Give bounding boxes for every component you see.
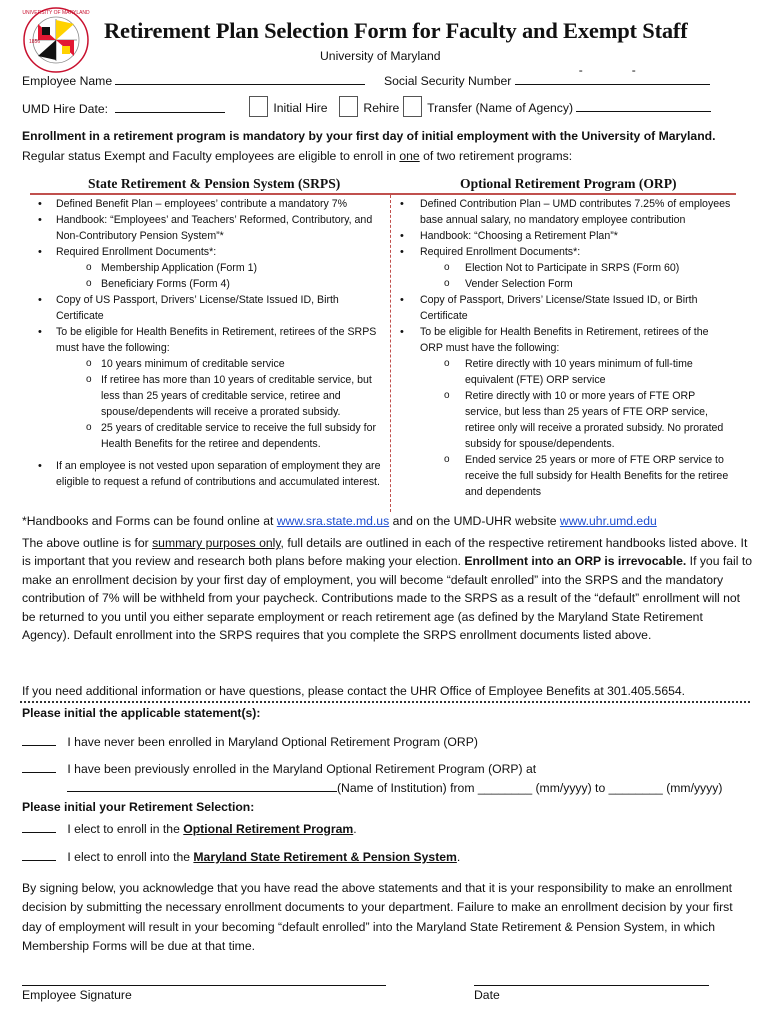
transfer-agency-field[interactable] [576, 100, 711, 112]
transfer-checkbox[interactable] [403, 96, 422, 117]
initial-field-elect-srps[interactable] [22, 849, 56, 861]
rehire-checkbox[interactable] [339, 96, 358, 117]
srps-item: • Required Enrollment Documents*: [34, 244, 384, 260]
institution-name-field[interactable] [67, 780, 337, 792]
date-field[interactable] [474, 985, 709, 986]
initial-field-previously-enrolled[interactable] [22, 761, 56, 773]
srps-item: o 10 years minimum of creditable service [34, 356, 384, 372]
page-title: Retirement Plan Selection Form for Faculty and Exempt Staff [104, 18, 688, 43]
srps-item: o If retiree has more than 10 years of creditable service, but less than 25 years of creditable service, retiree and spouse/dependents will receive a prorated subsidy. [34, 372, 384, 420]
ssn-label: Social Security Number [384, 74, 512, 88]
enrollment-mandatory-notice: Enrollment in a retirement program is mandatory by your first day of initial employment with the University of Maryland. [22, 129, 716, 143]
sra-link[interactable]: www.sra.state.md.us [276, 514, 390, 528]
orp-item: • Defined Contribution Plan – UMD contributes 7.25% of employees base annual salary, no mandatory employee contribution [398, 196, 733, 228]
orp-item: o Retire directly with 10 years minimum of full-time equivalent (FTE) ORP service [398, 356, 733, 388]
ssn-row [384, 63, 710, 88]
orp-item: o Vender Selection Form [398, 276, 733, 292]
initial-hire-label: Initial Hire [273, 101, 328, 115]
transfer-option[interactable] [403, 96, 711, 117]
elect-orp-line: I elect to enroll in the Optional Retirement Program. [22, 821, 357, 836]
srps-item: o Beneficiary Forms (Form 4) [34, 276, 384, 292]
university-seal-logo [22, 6, 90, 74]
srps-item: o Membership Application (Form 1) [34, 260, 384, 276]
initial-field-elect-orp[interactable] [22, 821, 56, 833]
employee-name-label: Employee Name [22, 74, 113, 88]
srps-item: • Handbook: “Employees’ and Teachers’ Reformed, Contributory, and Non-Contributory Pension System”* [34, 212, 384, 244]
statement-previously-enrolled: I have been previously enrolled in the Maryland Optional Retirement Program (ORP) at [22, 761, 536, 776]
statement-never-enrolled: I have never been enrolled in Maryland Optional Retirement Program (ORP) [22, 734, 478, 749]
srps-item: • To be eligible for Health Benefits in Retirement, retirees of the SRPS must have the following: [34, 324, 384, 356]
srps-item: o 25 years of creditable service to receive the full subsidy for Health Benefits for the retiree and dependents. [34, 420, 384, 452]
employee-name-field[interactable] [115, 73, 365, 85]
srps-item: • If an employee is not vested upon separation of employment they are eligible to request a refund of contributions and accumulated interest. [34, 458, 384, 490]
ssn-field[interactable]: - - [515, 73, 710, 85]
initial-hire-checkbox[interactable] [249, 96, 268, 117]
initial-hire-option[interactable] [249, 96, 328, 117]
signature-field[interactable] [22, 985, 386, 986]
orp-item: • Handbook: “Choosing a Retirement Plan”* [398, 228, 733, 244]
orp-column [398, 196, 733, 500]
signature-label: Employee Signature [22, 988, 132, 1002]
initial-field-never-enrolled[interactable] [22, 734, 56, 746]
hire-date-field[interactable] [115, 101, 225, 113]
acknowledgement-paragraph: By signing below, you acknowledge that you have read the above statements and that it is your responsibility to make an enrollment decision by submitting the necessary enrollment documents to your department. Failure to make an enrollment decision by your first day of employment will result in your becoming “default enrolled” into the Maryland State Retirement & Pension System, in which Membership Forms will be due at that time. [22, 881, 733, 953]
selection-heading: Please initial your Retirement Selection: [22, 800, 255, 814]
outline-paragraph: The above outline is for summary purposes only, full details are outlined in each of the respective retirement handbooks listed above. It is important that you review and research both plans before making your election. Enrollment into an ORP is irrevocable. If you fail to make an enrollment decision by your first day of employment, you will become “default enrolled” into the SRPS and the mandatory contribution of 7% will be withheld from your paycheck. Contributions made to the SRPS as a result of the “default” enrollment will not be returned to you until you either separate employment or reach retirement age (as defined by the Maryland State Retirement Agency). Default enrollment into the SRPS requires that you complete the SRPS enrollment documents listed above. [22, 536, 753, 643]
contact-line: If you need additional information or have questions, please contact the UHR Office of Employee Benefits at 301.405.5654. [22, 684, 686, 698]
orp-item: • Copy of Passport, Drivers’ License/State Issued ID, or Birth Certificate [398, 292, 733, 324]
employee-name-row [22, 73, 365, 88]
hire-date-label: UMD Hire Date: [22, 102, 109, 116]
dotted-divider [20, 701, 750, 703]
orp-item: o Ended service 25 years or more of FTE ORP service to receive the full subsidy for Health Benefits for the retiree and dependents [398, 452, 733, 500]
srps-item: • Defined Benefit Plan – employees’ contribute a mandatory 7% [34, 196, 384, 212]
srps-column [34, 196, 384, 490]
orp-item: o Retire directly with 10 or more years of FTE ORP service, but less than 25 years of FTE ORP service, retiree only will receive a prorated subsidy. No prorated subsidy for spouse/dependents. [398, 388, 733, 452]
transfer-label: Transfer (Name of Agency) [427, 101, 574, 115]
initial-heading: Please initial the applicable statement(s): [22, 706, 261, 720]
column-divider [390, 195, 391, 512]
srps-heading: State Retirement & Pension System (SRPS) [88, 176, 341, 191]
institution-line[interactable]: (Name of Institution) from ________ (mm/yyyy) to ________ (mm/yyyy) [67, 780, 722, 795]
logo-year: 1856 [29, 39, 41, 45]
online-resources-line: *Handbooks and Forms can be found online at www.sra.state.md.us and on the UMD-UHR website www.uhr.umd.edu [22, 514, 657, 528]
eligibility-line: Regular status Exempt and Faculty employees are eligible to enroll in one of two retirement programs: [22, 149, 573, 163]
orp-heading: Optional Retirement Program (ORP) [460, 176, 677, 191]
srps-item: • Copy of US Passport, Drivers’ License/State Issued ID, Birth Certificate [34, 292, 384, 324]
table-top-rule [30, 193, 736, 195]
page-subtitle: University of Maryland [320, 49, 441, 63]
orp-item: o Election Not to Participate in SRPS (Form 60) [398, 260, 733, 276]
hire-date-row [22, 101, 225, 116]
elect-srps-line: I elect to enroll into the Maryland State Retirement & Pension System. [22, 849, 460, 864]
uhr-link[interactable]: www.uhr.umd.edu [559, 514, 657, 528]
date-label: Date [474, 988, 500, 1002]
logo-text: UNIVERSITY OF MARYLAND [22, 10, 90, 16]
rehire-label: Rehire [363, 101, 400, 115]
rehire-option[interactable] [339, 96, 399, 117]
orp-item: • Required Enrollment Documents*: [398, 244, 733, 260]
orp-item: • To be eligible for Health Benefits in Retirement, retirees of the ORP must have the following: [398, 324, 733, 356]
